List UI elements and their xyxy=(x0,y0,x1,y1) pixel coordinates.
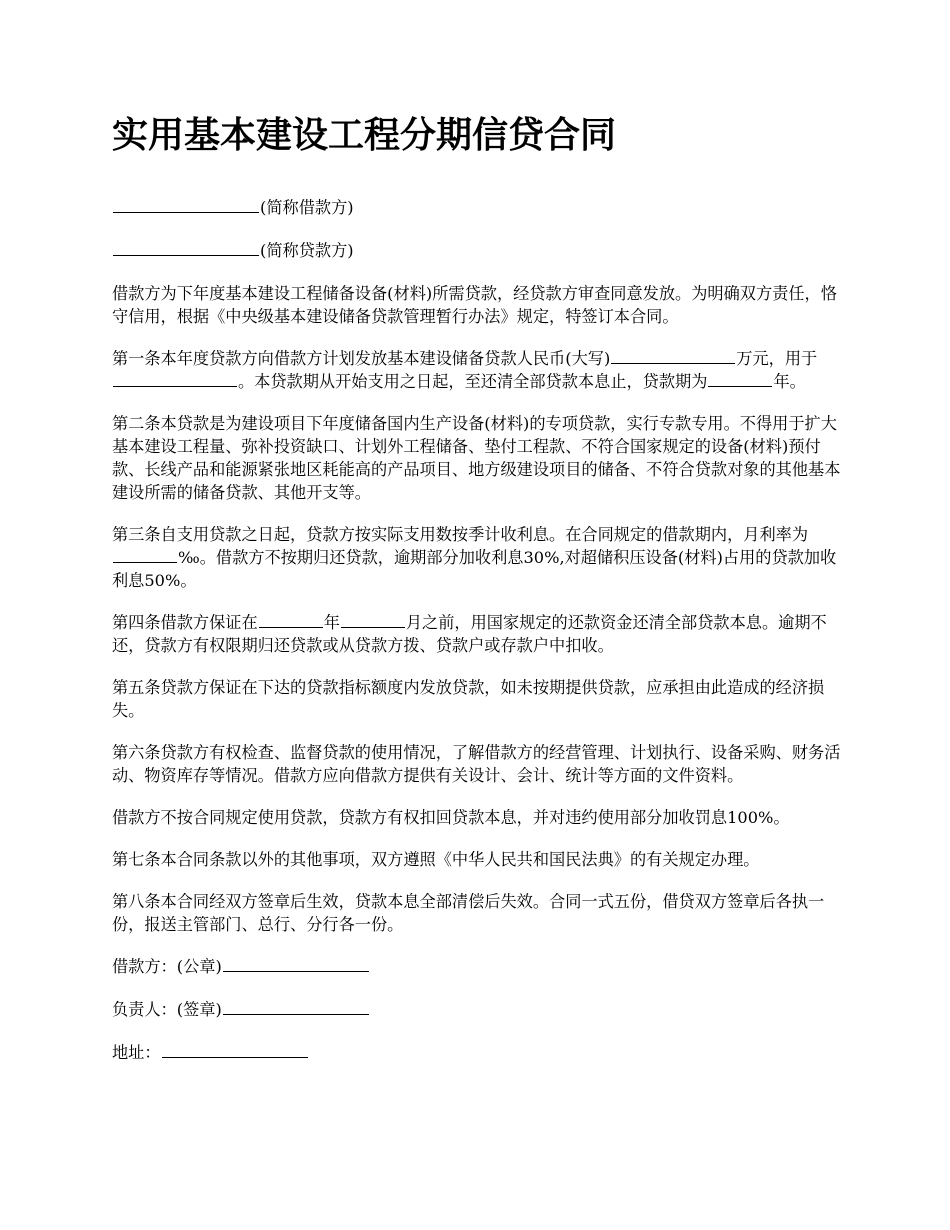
lender-abbr-text: (简称贷款方) xyxy=(260,241,354,260)
penalty-paragraph: 借款方不按合同规定使用贷款，贷款方有权扣回贷款本息，并对违约使用部分加收罚息100%。 xyxy=(112,808,790,827)
article-1-text-c: 。本贷款期从开始支用之日起，至还清全部贷款本息止，贷款期为 xyxy=(238,372,708,391)
borrower-seal-blank xyxy=(223,955,369,972)
loan-amount-blank xyxy=(611,347,735,364)
address-blank xyxy=(162,1041,308,1058)
article-1 xyxy=(112,347,850,393)
document-title: 实用基本建设工程分期信贷合同 xyxy=(112,115,617,156)
intro-paragraph: 借款方为下年度基本建设工程储备设备(材料)所需贷款，经贷款方审查同意发放。为明确双方责任，恪守信用，根据《中央级基本建设储备贷款管理暂行办法》规定，特签订本合同。 xyxy=(112,284,837,326)
lender-name-blank xyxy=(113,239,259,256)
contract-page xyxy=(112,112,850,1084)
article-2: 第二条本贷款是为建设项目下年度储备国内生产设备(材料)的专项贷款，实行专款专用。不得用于扩大基本建设工程量、弥补投资缺口、计划外工程储备、垫付工程款、不符合国家规定的设备(材料)预付款、长线产品和能源紧张地区耗能高的产品项目、地方级建设项目的储备、不符合贷款对象的其他基本建设所需的储备贷款、其他开支等。 xyxy=(112,414,841,502)
borrower-seal-line xyxy=(112,955,850,978)
article-3-text-b: ‰。借款方不按期归还贷款，逾期部分加收利息30%,对超储积压设备(材料)占用的贷款加收利息50%。 xyxy=(112,548,837,590)
borrower-name-blank xyxy=(113,196,259,213)
article-6: 第六条贷款方有权检查、监督贷款的使用情况，了解借款方的经营管理、计划执行、设备采购、财务活动、物资库存等情况。借款方应向借款方提供有关设计、会计、统计等方面的文件资料。 xyxy=(112,743,841,785)
responsible-person-line xyxy=(112,998,850,1021)
address-label: 地址： xyxy=(112,1043,161,1062)
article-4-text-c: 月之前，用国家规定的还款资金还清全部贷款本息。逾期不还，贷款方有权限期归还贷款或从贷款方拨、贷款户或存款户中扣收。 xyxy=(112,613,827,655)
article-8: 第八条本合同经双方签章后生效，贷款本息全部清偿后失效。合同一式五份，借贷双方签章后各执一份，报送主管部门、总行、分行各一份。 xyxy=(112,892,825,934)
responsible-person-label: 负责人：(签章) xyxy=(112,1000,222,1019)
borrower-seal-label: 借款方：(公章) xyxy=(112,957,222,976)
borrower-abbr-text: (简称借款方) xyxy=(260,198,354,217)
article-4 xyxy=(112,611,850,657)
address-line xyxy=(112,1041,850,1064)
article-7: 第七条本合同条款以外的其他事项，双方遵照《中华人民共和国民法典》的有关规定办理。 xyxy=(112,850,760,869)
article-1-text-a: 第一条本年度贷款方向借款方计划发放基本建设储备贷款人民币(大写) xyxy=(112,349,611,368)
article-1-text-d: 年。 xyxy=(773,372,806,391)
article-3 xyxy=(112,523,850,592)
article-4-text-a: 第四条借款方保证在 xyxy=(112,613,258,632)
article-1-text-b: 万元，用于 xyxy=(736,349,818,368)
article-4-text-b: 年 xyxy=(323,613,340,632)
article-3-text-a: 第三条自支用贷款之日起，贷款方按实际支用数按季计收利息。在合同规定的借款期内，月利率为 xyxy=(112,525,809,544)
loan-purpose-blank xyxy=(113,370,237,387)
repay-month-blank xyxy=(341,611,405,628)
repay-year-blank xyxy=(259,611,323,628)
article-5: 第五条贷款方保证在下达的贷款指标额度内发放贷款，如未按期提供贷款，应承担由此造成的经济损失。 xyxy=(112,678,825,720)
interest-rate-blank xyxy=(113,546,177,563)
lender-party-line xyxy=(112,239,850,262)
loan-term-blank xyxy=(708,370,772,387)
responsible-person-blank xyxy=(223,998,369,1015)
borrower-party-line xyxy=(112,196,850,219)
